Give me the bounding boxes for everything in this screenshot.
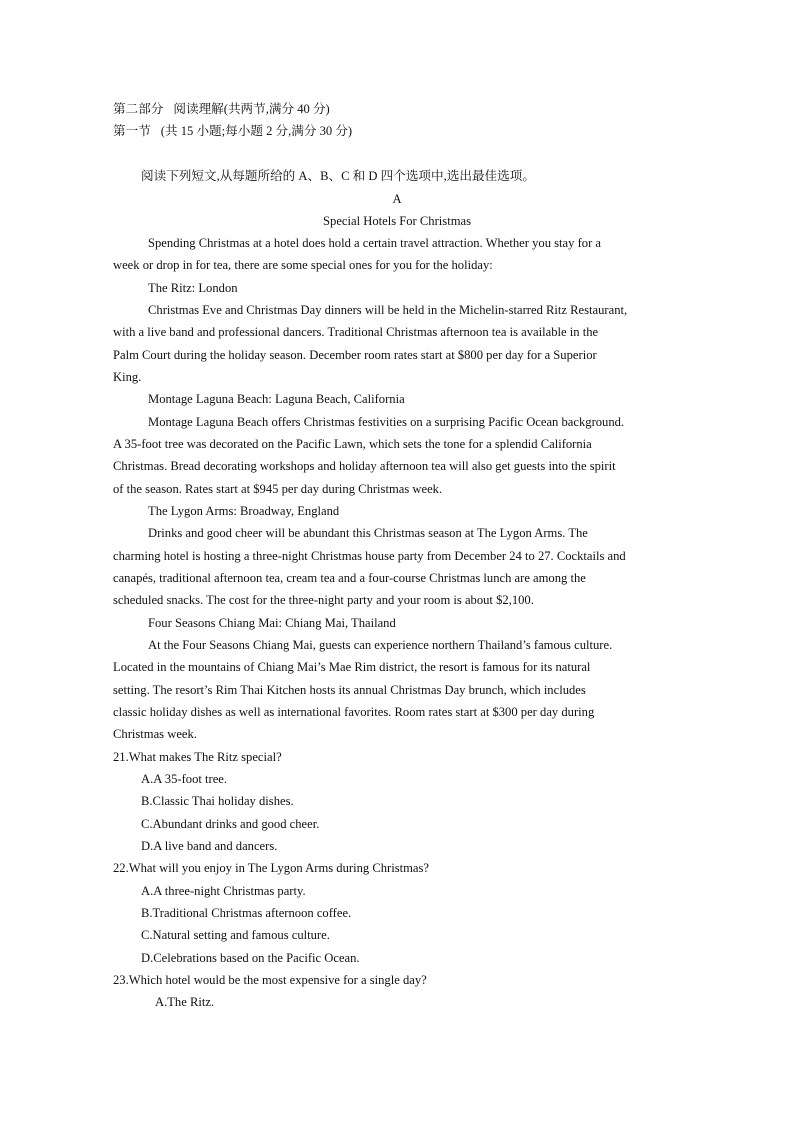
question-option: A.A three-night Christmas party. — [141, 884, 306, 898]
instruction-text: 阅读下列短文,从每题所给的 A、B、C 和 D 四个选项中,选出最佳选项。 — [141, 169, 535, 183]
question-option: D.Celebrations based on the Pacific Ocean. — [141, 951, 360, 965]
passage-title: Special Hotels For Christmas — [323, 214, 471, 228]
hotel-name-lygon: The Lygon Arms: Broadway, England — [148, 504, 340, 518]
hotel-desc-line: classic holiday dishes as well as international favorites. Room rates start at $300 per day during — [113, 705, 595, 719]
part-heading — [113, 101, 330, 117]
question-option: B.Traditional Christmas afternoon coffee. — [141, 906, 352, 920]
hotel-desc-line: with a live band and professional dancers. Traditional Christmas afternoon tea is available in the — [113, 325, 599, 339]
section-label: 第一节 — [113, 124, 151, 138]
hotel-desc-line: Christmas Eve and Christmas Day dinners will be held in the Michelin-starred Ritz Restaurant, — [148, 303, 628, 317]
section-heading — [113, 123, 352, 139]
hotel-name-ritz: The Ritz: London — [148, 281, 238, 295]
hotel-desc-line: charming hotel is hosting a three-night Christmas house party from December 24 to 27. Cocktails and — [113, 549, 626, 563]
hotel-desc-line: At the Four Seasons Chiang Mai, guests can experience northern Thailand’s famous culture. — [148, 638, 613, 652]
intro-line: week or drop in for tea, there are some special ones for you for the holiday: — [113, 258, 493, 272]
hotel-desc-line: setting. The resort’s Rim Thai Kitchen hosts its annual Christmas Day brunch, which includes — [113, 683, 586, 697]
question-option: A.The Ritz. — [155, 995, 215, 1009]
hotel-name-montage: Montage Laguna Beach: Laguna Beach, California — [148, 392, 405, 406]
question-stem-21: 21.What makes The Ritz special? — [113, 750, 282, 764]
question-option: A.A 35-foot tree. — [141, 772, 228, 786]
part-label: 第二部分 — [113, 102, 164, 116]
hotel-desc-line: Christmas. Bread decorating workshops and holiday afternoon tea will also get guests into the spirit — [113, 459, 616, 473]
hotel-desc-line: Montage Laguna Beach offers Christmas festivities on a surprising Pacific Ocean background. — [148, 415, 625, 429]
hotel-desc-line: scheduled snacks. The cost for the three-night party and your room is about $2,100. — [113, 593, 534, 607]
question-option: C.Abundant drinks and good cheer. — [141, 817, 320, 831]
question-stem-22: 22.What will you enjoy in The Lygon Arms during Christmas? — [113, 861, 429, 875]
hotel-name-four-seasons: Four Seasons Chiang Mai: Chiang Mai, Thailand — [148, 616, 396, 630]
hotel-desc-line: Located in the mountains of Chiang Mai’s Mae Rim district, the resort is famous for its natural — [113, 660, 591, 674]
hotel-desc-line: A 35-foot tree was decorated on the Pacific Lawn, which sets the tone for a splendid California — [113, 437, 592, 451]
part-title: 阅读理解(共两节,满分 40 分) — [173, 102, 330, 116]
hotel-desc-line: Christmas week. — [113, 727, 197, 741]
section-title: (共 15 小题;每小题 2 分,满分 30 分) — [160, 124, 353, 138]
hotel-desc-line: of the season. Rates start at $945 per day during Christmas week. — [113, 482, 443, 496]
question-option: C.Natural setting and famous culture. — [141, 928, 330, 942]
hotel-desc-line: Palm Court during the holiday season. December room rates start at $800 per day for a Superior — [113, 348, 597, 362]
question-option: D.A live band and dancers. — [141, 839, 278, 853]
hotel-desc-line: King. — [113, 370, 142, 384]
passage-letter: A — [392, 192, 402, 206]
hotel-desc-line: Drinks and good cheer will be abundant this Christmas season at The Lygon Arms. The — [148, 526, 588, 540]
hotel-desc-line: canapés, traditional afternoon tea, cream tea and a four-course Christmas lunch are among the — [113, 571, 586, 585]
question-stem-23: 23.Which hotel would be the most expensive for a single day? — [113, 973, 427, 987]
question-option: B.Classic Thai holiday dishes. — [141, 794, 294, 808]
intro-line: Spending Christmas at a hotel does hold a certain travel attraction. Whether you stay for a — [148, 236, 602, 250]
